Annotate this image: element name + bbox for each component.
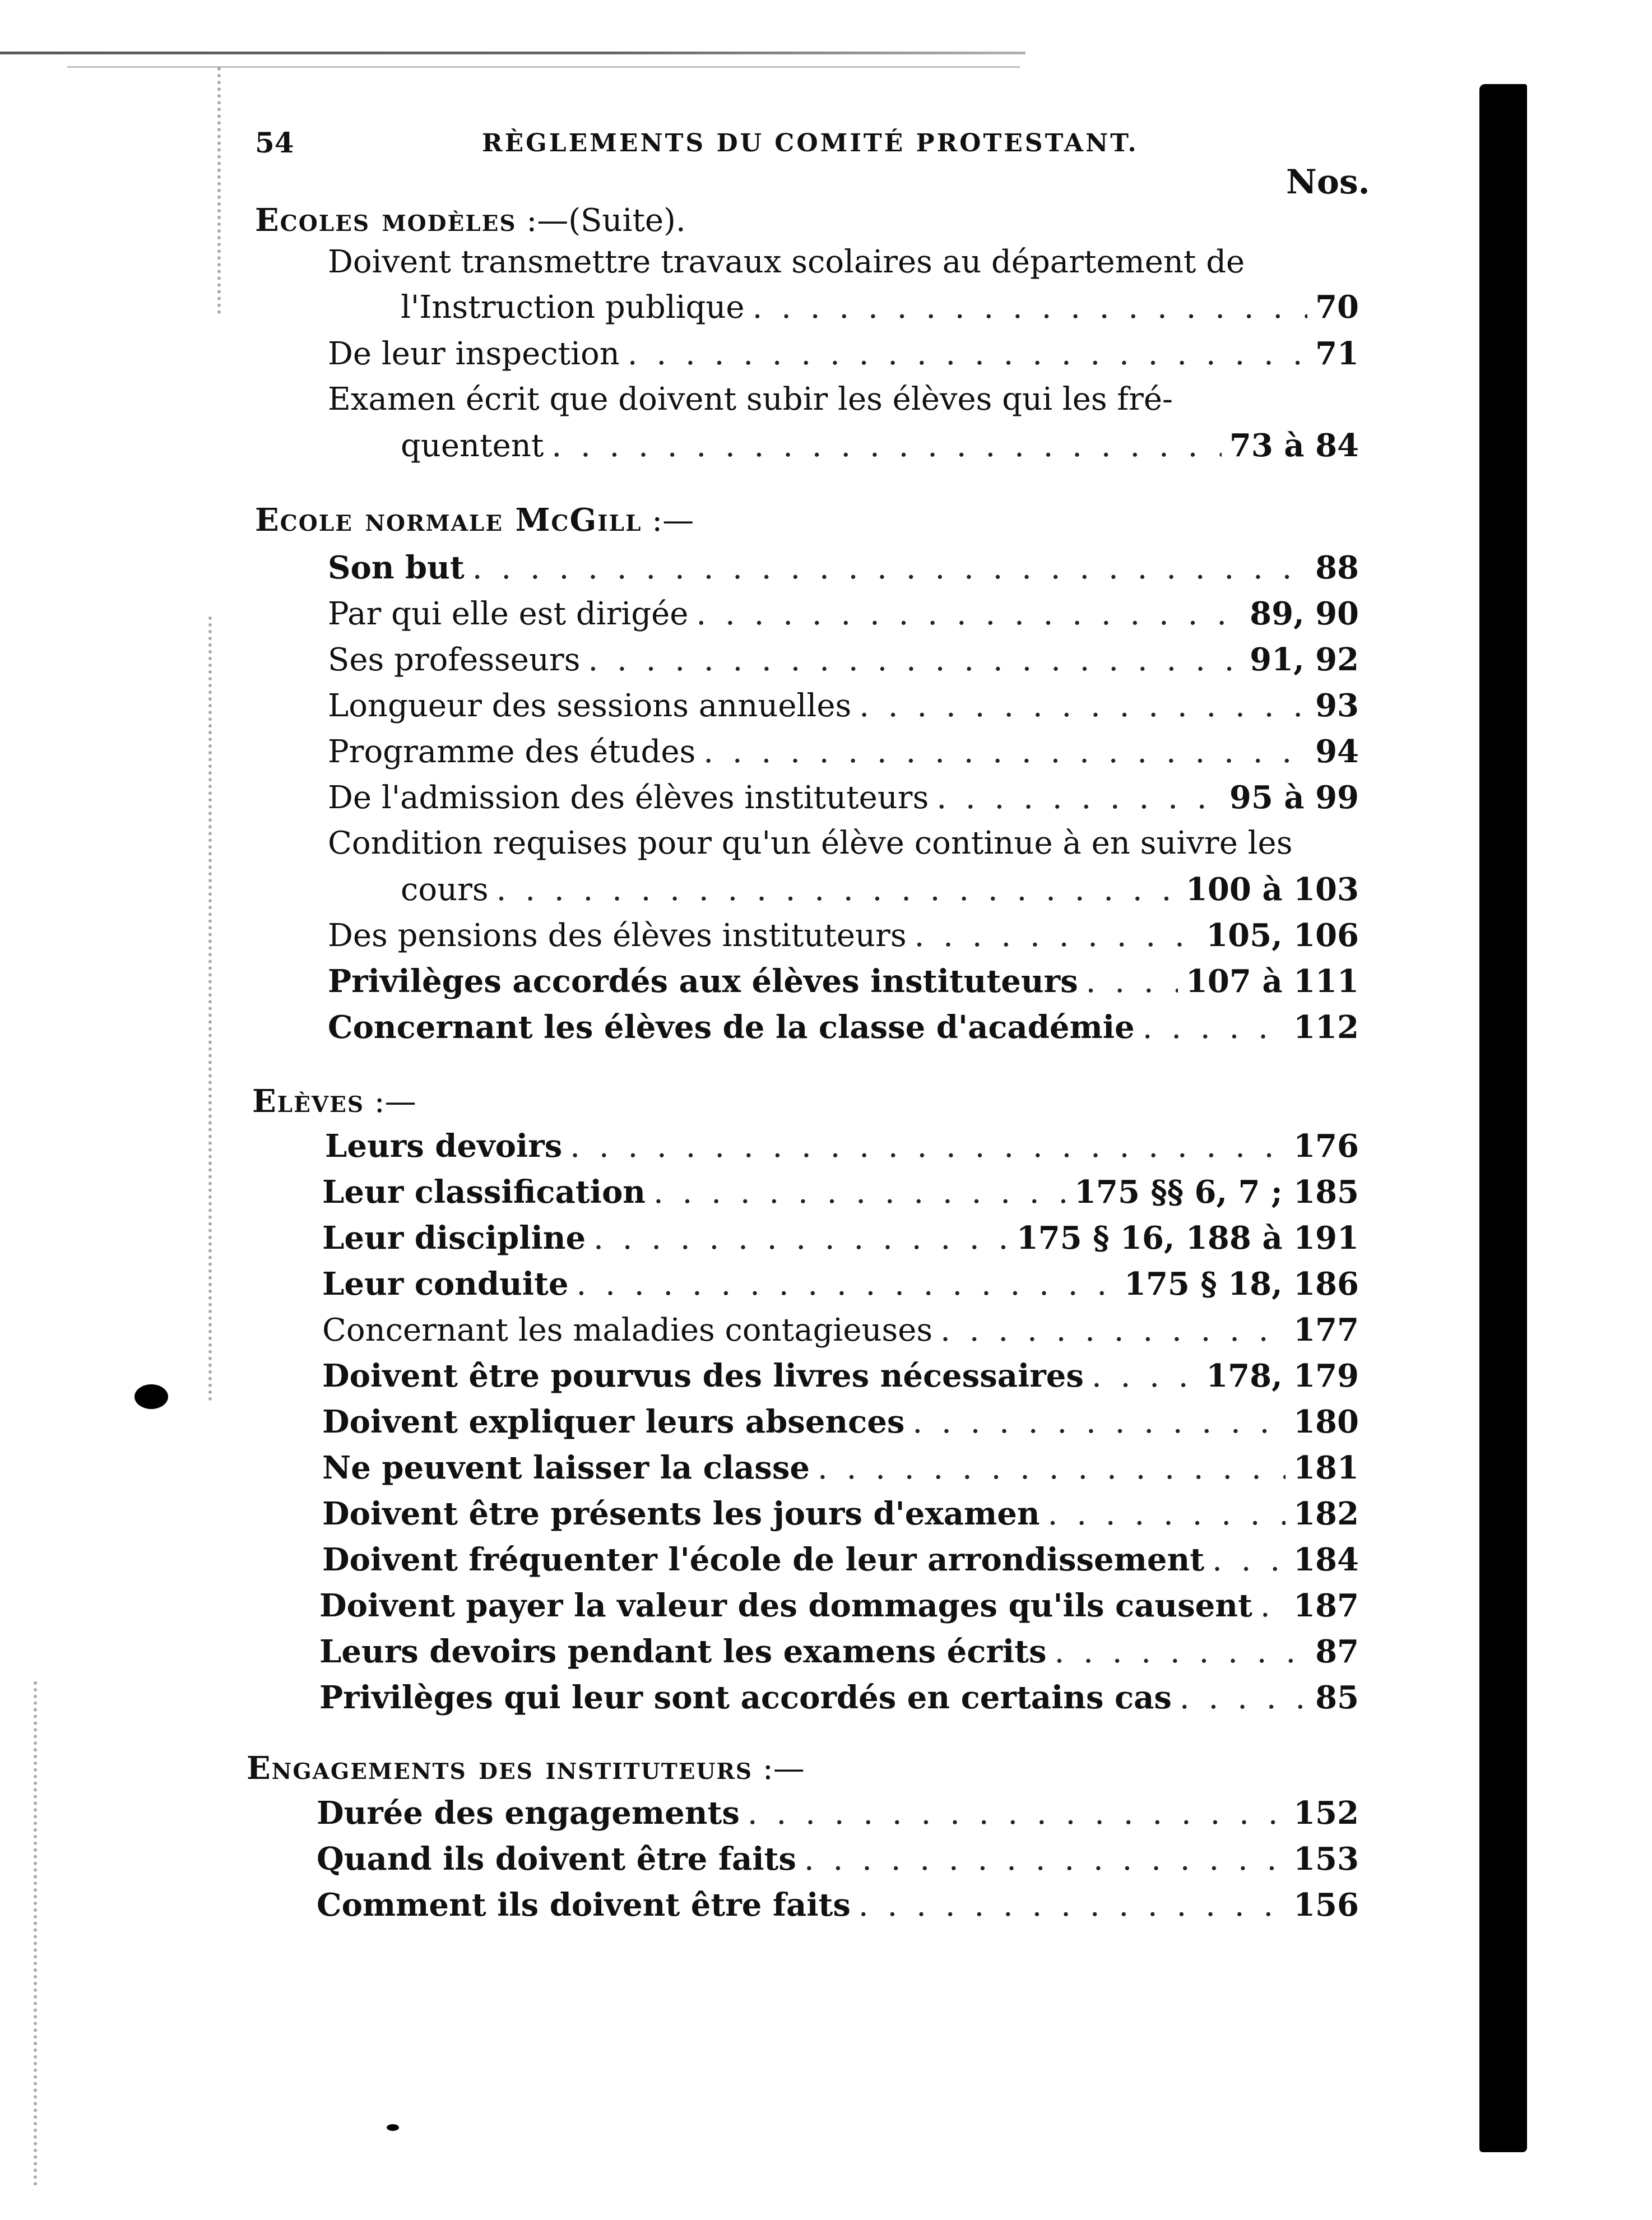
dot-leader [588, 642, 1242, 678]
index-entry [328, 1009, 1359, 1054]
index-entry-text: l'Instruction publique [401, 289, 745, 326]
running-head: RÈGLEMENTS DU COMITÉ PROTESTANT. [482, 129, 1139, 157]
index-entry-ref: 176 [1293, 1128, 1359, 1165]
section-heading-suffix: :—(Suite). [526, 202, 686, 239]
index-entry-line: Doivent transmettre travaux scolaires au département de [328, 244, 1245, 280]
index-entry-text: Ses professeurs [328, 642, 581, 678]
scan-edge-shadow [1479, 84, 1527, 2152]
numbers-column-label: Nos. [1286, 163, 1370, 202]
index-entry-ref: 107 à 111 [1185, 963, 1359, 1000]
page-number: 54 [255, 126, 294, 159]
section-heading [252, 1083, 416, 1120]
section-heading-title: Ecole normale McGill [255, 502, 642, 539]
dot-leader [696, 596, 1242, 632]
dot-leader [593, 1220, 1009, 1257]
index-entry-ref: 87 [1315, 1633, 1359, 1670]
dot-leader [577, 1266, 1116, 1303]
section-heading-suffix: :— [374, 1083, 416, 1120]
index-entry [328, 779, 1359, 824]
index-entry-text: Durée des engagements [317, 1795, 740, 1832]
index-entry [319, 1587, 1359, 1632]
dot-leader [703, 734, 1307, 770]
dot-leader [1260, 1588, 1286, 1624]
dot-leader [859, 1887, 1286, 1924]
dot-leader [915, 917, 1199, 954]
index-entry-text: Concernant les maladies contagieuses [322, 1312, 933, 1348]
section-heading-suffix: :— [652, 502, 694, 539]
index-entry-text: Comment ils doivent être faits [317, 1887, 851, 1924]
index-entry-ref: 85 [1315, 1679, 1359, 1716]
index-entry-ref: 156 [1293, 1887, 1359, 1924]
dot-leader [940, 1312, 1286, 1348]
dot-leader [753, 289, 1307, 326]
dot-leader [653, 1174, 1066, 1211]
index-entry [322, 1311, 1359, 1356]
index-entry-ref: 152 [1293, 1795, 1359, 1832]
scan-dotted-margin [217, 67, 221, 314]
section-heading [255, 502, 694, 539]
scan-top-rule [0, 52, 1025, 54]
index-entry [401, 427, 1359, 472]
index-entry-ref: 153 [1293, 1841, 1359, 1878]
ink-blot [134, 1384, 168, 1409]
index-entry-ref: 71 [1315, 335, 1359, 372]
index-entry-ref: 95 à 99 [1229, 779, 1359, 816]
dot-leader [1143, 1009, 1286, 1046]
index-entry [322, 1174, 1359, 1218]
index-entry-text: Leur conduite [322, 1266, 569, 1303]
index-entry [317, 1795, 1359, 1839]
index-entry-text: Concernant les élèves de la classe d'académie [328, 1009, 1135, 1046]
dot-leader [570, 1128, 1286, 1165]
index-entry-text: Doivent payer la valeur des dommages qu'ils causent [319, 1587, 1252, 1624]
index-entry-ref: 93 [1315, 687, 1359, 724]
index-entry-ref: 177 [1293, 1311, 1359, 1348]
index-entry-text: De l'admission des élèves instituteurs [328, 780, 929, 816]
dot-leader [1055, 1634, 1308, 1670]
index-entry [328, 687, 1359, 732]
section-heading-title: Ecoles modèles [255, 202, 517, 239]
index-entry [322, 1220, 1359, 1264]
section-heading-title: Engagements des instituteurs [247, 1750, 753, 1787]
index-entry [322, 1357, 1359, 1402]
dot-leader [1180, 1680, 1307, 1716]
section-heading-title: Elèves [252, 1083, 364, 1120]
index-entry-text: Programme des études [328, 734, 696, 770]
ink-speck [387, 2124, 399, 2131]
index-entry [319, 1679, 1359, 1724]
index-entry-text: quentent [401, 428, 544, 464]
dot-leader [1086, 963, 1178, 1000]
index-entry-ref: 73 à 84 [1229, 427, 1359, 464]
index-entry [322, 1449, 1359, 1494]
index-entry-text: Doivent expliquer leurs absences [322, 1403, 905, 1440]
index-entry-ref: 112 [1293, 1009, 1359, 1046]
index-entry [317, 1841, 1359, 1885]
index-entry [328, 963, 1359, 1008]
index-entry-text: cours [401, 872, 489, 908]
index-entry-ref: 89, 90 [1250, 595, 1359, 632]
index-entry-line: Examen écrit que doivent subir les élèves qui les fré- [328, 381, 1173, 418]
index-entry-ref: 91, 92 [1250, 641, 1359, 678]
index-entry-text: Son but [328, 549, 465, 586]
index-entry [322, 1266, 1359, 1310]
index-entry-ref: 100 à 103 [1185, 871, 1359, 908]
index-entry-ref: 88 [1315, 549, 1359, 586]
index-entry-text: Doivent être présents les jours d'examen [322, 1495, 1040, 1532]
index-entry-line: Condition requises pour qu'un élève continue à en suivre les [328, 825, 1293, 861]
index-entry [401, 289, 1359, 333]
index-entry [328, 917, 1359, 962]
index-entry-ref: 180 [1293, 1403, 1359, 1440]
index-entry-text: Des pensions des élèves instituteurs [328, 917, 907, 954]
scan-dotted-margin [34, 1681, 37, 2186]
dot-leader [804, 1841, 1286, 1878]
index-entry-text: Quand ils doivent être faits [317, 1841, 796, 1878]
index-entry-ref: 175 §§ 6, 7 ; 185 [1074, 1174, 1359, 1211]
index-entry-ref: 94 [1315, 733, 1359, 770]
dot-leader [472, 550, 1307, 586]
index-entry-text: Longueur des sessions annuelles [328, 688, 852, 724]
index-entry [328, 641, 1359, 686]
dot-leader [912, 1404, 1286, 1440]
index-entry [328, 335, 1359, 380]
dot-leader [1092, 1358, 1198, 1394]
section-heading-suffix: :— [762, 1750, 805, 1787]
dot-leader [551, 428, 1222, 464]
index-entry [317, 1887, 1359, 1931]
index-entry-text: Par qui elle est dirigée [328, 596, 689, 632]
index-entry [401, 871, 1359, 916]
index-entry-ref: 175 § 16, 188 à 191 [1016, 1220, 1359, 1257]
scan-top-rule-faint [67, 66, 1020, 68]
index-entry-text: Privilèges qui leur sont accordés en certains cas [319, 1679, 1172, 1716]
index-entry-text: De leur inspection [328, 336, 620, 372]
index-entry-text: Leurs devoirs [325, 1128, 563, 1165]
dot-leader [628, 336, 1307, 372]
index-entry-text: Leur classification [322, 1174, 646, 1211]
index-entry-text: Privilèges accordés aux élèves instituteurs [328, 963, 1078, 1000]
index-entry-ref: 187 [1293, 1587, 1359, 1624]
index-entry [319, 1633, 1359, 1678]
index-entry-text: Doivent fréquenter l'école de leur arrondissement [322, 1541, 1205, 1578]
scan-dotted-margin [208, 617, 212, 1401]
dot-leader [496, 872, 1178, 908]
dot-leader [1212, 1542, 1286, 1578]
index-entry-ref: 178, 179 [1206, 1357, 1359, 1394]
index-entry-ref: 184 [1293, 1541, 1359, 1578]
index-entry-ref: 70 [1315, 289, 1359, 326]
dot-leader [859, 688, 1307, 724]
dot-leader [1048, 1496, 1286, 1532]
index-entry-text: Leurs devoirs pendant les examens écrits [319, 1633, 1047, 1670]
index-entry-ref: 175 § 18, 186 [1124, 1266, 1359, 1303]
section-heading [255, 202, 686, 239]
index-entry-ref: 181 [1293, 1449, 1359, 1486]
dot-leader [936, 780, 1222, 816]
dot-leader [748, 1795, 1286, 1832]
index-entry-ref: 105, 106 [1206, 917, 1359, 954]
index-entry [322, 1495, 1359, 1540]
index-entry [325, 1128, 1359, 1172]
index-entry [328, 733, 1359, 778]
index-entry-text: Ne peuvent laisser la classe [322, 1449, 810, 1486]
index-entry [328, 549, 1359, 594]
index-entry-text: Doivent être pourvus des livres nécessaires [322, 1357, 1084, 1394]
index-entry-text: Leur discipline [322, 1220, 586, 1257]
index-entry [322, 1403, 1359, 1448]
index-entry [322, 1541, 1359, 1586]
index-entry [328, 595, 1359, 640]
index-entry-ref: 182 [1293, 1495, 1359, 1532]
section-heading [247, 1750, 805, 1787]
dot-leader [818, 1450, 1286, 1486]
